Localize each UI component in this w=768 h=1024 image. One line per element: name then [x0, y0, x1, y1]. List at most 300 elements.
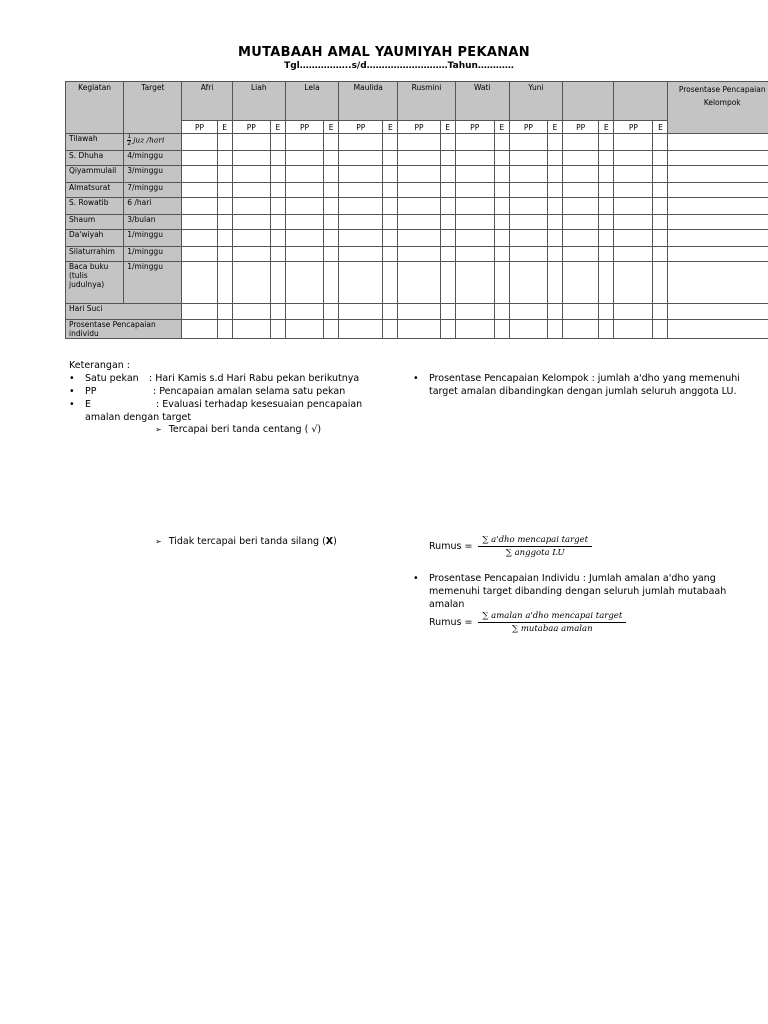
header-kegiatan: Kegiatan	[66, 82, 124, 134]
entry-cell	[398, 262, 440, 304]
entry-cell	[614, 183, 653, 198]
entry-cell	[614, 215, 653, 230]
header-target: Target	[124, 82, 182, 134]
entry-cell	[324, 183, 339, 198]
note-item	[69, 398, 389, 424]
table-row	[66, 247, 768, 262]
group-pct-cell	[668, 215, 768, 230]
header-pp: PP	[398, 121, 440, 134]
entry-cell	[440, 320, 455, 339]
entry-cell	[599, 151, 614, 166]
table-row	[66, 166, 768, 183]
entry-cell	[383, 262, 398, 304]
target-cell: 6 /hari	[124, 198, 182, 215]
entry-cell	[232, 247, 270, 262]
entry-cell	[494, 215, 509, 230]
fraction-denominator: 2	[127, 140, 132, 147]
entry-cell	[383, 151, 398, 166]
arrow-bullet-icon: ➢	[155, 537, 162, 546]
entry-cell	[217, 151, 232, 166]
header-e: E	[383, 121, 398, 134]
header-member: Yuni	[509, 82, 562, 121]
entry-cell	[440, 166, 455, 183]
header-member: Wati	[455, 82, 509, 121]
bullet-icon: •	[69, 386, 75, 397]
activity-cell: Qiyammulail	[66, 166, 124, 183]
activity-cell: Da'wiyah	[66, 230, 124, 247]
entry-cell	[509, 151, 547, 166]
activity-cell: Baca buku (tulis judulnya)	[66, 262, 124, 304]
entry-cell	[614, 134, 653, 151]
entry-cell	[563, 166, 599, 183]
entry-cell	[509, 183, 547, 198]
entry-cell	[599, 320, 614, 339]
entry-cell	[548, 247, 563, 262]
footer-label: Hari Suci	[66, 304, 182, 320]
entry-cell	[270, 134, 285, 151]
entry-cell	[455, 230, 494, 247]
entry-cell	[563, 262, 599, 304]
entry-cell	[653, 215, 668, 230]
entry-cell	[285, 198, 323, 215]
header-member: Rusmini	[398, 82, 455, 121]
entry-cell	[653, 262, 668, 304]
entry-cell	[270, 304, 285, 320]
entry-cell	[217, 230, 232, 247]
entry-cell	[563, 215, 599, 230]
entry-cell	[455, 320, 494, 339]
table-row	[66, 198, 768, 215]
fraction-numerator: 1	[127, 133, 132, 140]
entry-cell	[440, 215, 455, 230]
cross-mark: X	[325, 536, 334, 547]
arrow-bullet-icon: ➢	[155, 425, 162, 434]
entry-cell	[494, 247, 509, 262]
bullet-icon: •	[69, 373, 75, 384]
note-term: PP	[85, 386, 97, 397]
mutabaah-table	[65, 81, 768, 339]
table-row	[66, 134, 768, 151]
note-tercapai-text: Tercapai beri tanda centang ( √)	[168, 424, 322, 435]
entry-cell	[270, 230, 285, 247]
group-pct-cell	[668, 166, 768, 183]
entry-cell	[182, 320, 217, 339]
formula-individual	[429, 611, 626, 634]
note-tidak-text: Tidak tercapai beri tanda silang (	[168, 536, 326, 547]
note-description: : Evaluasi terhadap kesesuaian pencapaian amalan dengan target	[85, 399, 363, 423]
entry-cell	[324, 247, 339, 262]
entry-cell	[270, 262, 285, 304]
entry-cell	[182, 262, 217, 304]
table-row	[66, 151, 768, 166]
entry-cell	[494, 183, 509, 198]
entry-cell	[383, 183, 398, 198]
entry-cell	[494, 320, 509, 339]
entry-cell	[182, 166, 217, 183]
entry-cell	[383, 230, 398, 247]
group-pct-cell	[668, 198, 768, 215]
entry-cell	[440, 183, 455, 198]
entry-cell	[398, 304, 440, 320]
entry-cell	[339, 134, 383, 151]
activity-cell: Tilawah	[66, 134, 124, 151]
header-pp: PP	[339, 121, 383, 134]
entry-cell	[339, 151, 383, 166]
header-e: E	[548, 121, 563, 134]
entry-cell	[285, 262, 323, 304]
entry-cell	[440, 304, 455, 320]
entry-cell	[324, 166, 339, 183]
entry-cell	[599, 230, 614, 247]
date-range-line: Tgl……………..s/d………………………Tahun…………	[284, 61, 514, 71]
entry-cell	[599, 262, 614, 304]
group-pct-cell	[668, 304, 768, 320]
entry-cell	[455, 183, 494, 198]
entry-cell	[182, 230, 217, 247]
entry-cell	[563, 320, 599, 339]
header-e: E	[324, 121, 339, 134]
entry-cell	[232, 320, 270, 339]
note-term: Satu pekan	[85, 373, 139, 384]
target-cell: 1/minggu	[124, 262, 182, 304]
group-pct-cell	[668, 320, 768, 339]
entry-cell	[217, 215, 232, 230]
entry-cell	[232, 166, 270, 183]
formula-numerator: ∑ amalan a'dho mencapai target	[478, 611, 626, 623]
note-tidak-end: )	[333, 536, 337, 547]
entry-cell	[285, 320, 323, 339]
header-pp: PP	[232, 121, 270, 134]
entry-cell	[548, 166, 563, 183]
entry-cell	[455, 215, 494, 230]
entry-cell	[548, 304, 563, 320]
bullet-icon: •	[413, 373, 419, 384]
entry-cell	[614, 320, 653, 339]
entry-cell	[653, 320, 668, 339]
entry-cell	[217, 166, 232, 183]
entry-cell	[324, 198, 339, 215]
formula-fraction	[478, 535, 592, 558]
entry-cell	[509, 134, 547, 151]
entry-cell	[440, 230, 455, 247]
entry-cell	[509, 230, 547, 247]
entry-cell	[383, 304, 398, 320]
entry-cell	[270, 166, 285, 183]
target-cell: 7/minggu	[124, 183, 182, 198]
entry-cell	[398, 230, 440, 247]
entry-cell	[440, 247, 455, 262]
entry-cell	[285, 230, 323, 247]
entry-cell	[182, 304, 217, 320]
entry-cell	[494, 134, 509, 151]
activity-cell: S. Dhuha	[66, 151, 124, 166]
entry-cell	[217, 247, 232, 262]
entry-cell	[653, 151, 668, 166]
header-pp: PP	[563, 121, 599, 134]
entry-cell	[383, 134, 398, 151]
entry-cell	[440, 134, 455, 151]
entry-cell	[398, 320, 440, 339]
target-text: juz /hari	[133, 135, 165, 145]
header-e: E	[217, 121, 232, 134]
table-footer-row	[66, 320, 768, 339]
entry-cell	[217, 198, 232, 215]
entry-cell	[285, 247, 323, 262]
entry-cell	[383, 320, 398, 339]
entry-cell	[339, 320, 383, 339]
entry-cell	[614, 230, 653, 247]
entry-cell	[455, 151, 494, 166]
note-group-pct-text: Prosentase Pencapaian Kelompok : jumlah a'dho yang memenuhi target amalan dibandingkan dengan jumlah seluruh anggota LU.	[429, 373, 740, 397]
entry-cell	[509, 215, 547, 230]
entry-cell	[455, 262, 494, 304]
entry-cell	[653, 304, 668, 320]
target-cell: 1/minggu	[124, 230, 182, 247]
entry-cell	[440, 262, 455, 304]
note-individual-pct-text: Prosentase Pencapaian Individu : Jumlah amalan a'dho yang memenuhi target dibanding dengan seluruh jumlah mutabaah amalan	[429, 573, 727, 610]
entry-cell	[217, 262, 232, 304]
footer-label: Prosentase Pencapaian individu	[66, 320, 182, 339]
formula-denominator: ∑ anggota LU	[505, 548, 565, 558]
entry-cell	[383, 166, 398, 183]
document-title: MUTABAAH AMAL YAUMIYAH PEKANAN	[238, 45, 530, 60]
entry-cell	[563, 183, 599, 198]
header-member: Afri	[182, 82, 232, 121]
entry-cell	[339, 183, 383, 198]
table-header-row	[66, 82, 768, 121]
header-pp: PP	[182, 121, 217, 134]
bullet-icon: •	[413, 573, 419, 584]
entry-cell	[217, 134, 232, 151]
entry-cell	[599, 247, 614, 262]
table-row	[66, 262, 768, 304]
note-tidak-tercapai	[155, 535, 337, 548]
bullet-icon: •	[69, 399, 75, 410]
header-pp: PP	[455, 121, 494, 134]
entry-cell	[455, 134, 494, 151]
entry-cell	[182, 134, 217, 151]
entry-cell	[509, 247, 547, 262]
note-term: E	[85, 399, 92, 410]
entry-cell	[324, 230, 339, 247]
entry-cell	[324, 215, 339, 230]
activity-cell: Almatsurat	[66, 183, 124, 198]
header-e: E	[270, 121, 285, 134]
entry-cell	[270, 320, 285, 339]
entry-cell	[653, 198, 668, 215]
entry-cell	[232, 134, 270, 151]
entry-cell	[182, 183, 217, 198]
entry-cell	[548, 320, 563, 339]
entry-cell	[563, 151, 599, 166]
entry-cell	[455, 198, 494, 215]
entry-cell	[614, 304, 653, 320]
entry-cell	[182, 215, 217, 230]
header-e: E	[440, 121, 455, 134]
entry-cell	[653, 183, 668, 198]
header-e: E	[653, 121, 668, 134]
entry-cell	[599, 304, 614, 320]
entry-cell	[232, 230, 270, 247]
note-tercapai	[155, 423, 321, 436]
entry-cell	[270, 215, 285, 230]
note-individual-pct	[413, 572, 753, 611]
entry-cell	[339, 247, 383, 262]
entry-cell	[339, 198, 383, 215]
entry-cell	[614, 262, 653, 304]
entry-cell	[548, 183, 563, 198]
entry-cell	[614, 247, 653, 262]
group-pct-cell	[668, 134, 768, 151]
entry-cell	[653, 166, 668, 183]
entry-cell	[398, 151, 440, 166]
entry-cell	[548, 198, 563, 215]
header-member	[563, 82, 614, 121]
entry-cell	[182, 198, 217, 215]
entry-cell	[563, 304, 599, 320]
entry-cell	[324, 151, 339, 166]
header-member: Liah	[232, 82, 285, 121]
entry-cell	[548, 230, 563, 247]
table-row	[66, 215, 768, 230]
rumus-label: Rumus =	[429, 541, 473, 552]
activity-cell: Silaturrahim	[66, 247, 124, 262]
entry-cell	[494, 166, 509, 183]
entry-cell	[599, 215, 614, 230]
header-e: E	[599, 121, 614, 134]
header-pp: PP	[614, 121, 653, 134]
entry-cell	[285, 134, 323, 151]
entry-cell	[653, 247, 668, 262]
target-cell: 4/minggu	[124, 151, 182, 166]
entry-cell	[217, 320, 232, 339]
entry-cell	[614, 198, 653, 215]
header-group-pct: Prosentase Pencapaian Kelompok	[668, 82, 768, 134]
entry-cell	[494, 198, 509, 215]
entry-cell	[270, 247, 285, 262]
entry-cell	[339, 166, 383, 183]
formula-group	[429, 535, 592, 558]
target-cell: 3/minggu	[124, 166, 182, 183]
header-pp: PP	[285, 121, 323, 134]
formula-fraction	[478, 611, 626, 634]
entry-cell	[653, 230, 668, 247]
group-pct-cell	[668, 151, 768, 166]
entry-cell	[339, 230, 383, 247]
formula-denominator: ∑ mutabaa amalan	[512, 624, 593, 634]
group-pct-cell	[668, 183, 768, 198]
entry-cell	[285, 166, 323, 183]
entry-cell	[324, 134, 339, 151]
entry-cell	[324, 320, 339, 339]
entry-cell	[285, 183, 323, 198]
entry-cell	[599, 183, 614, 198]
entry-cell	[232, 215, 270, 230]
entry-cell	[339, 304, 383, 320]
entry-cell	[455, 247, 494, 262]
entry-cell	[494, 304, 509, 320]
note-item	[69, 385, 389, 398]
formula-numerator: ∑ a'dho mencapai target	[478, 535, 592, 547]
entry-cell	[232, 198, 270, 215]
entry-cell	[455, 304, 494, 320]
entry-cell	[398, 166, 440, 183]
note-description: : Hari Kamis s.d Hari Rabu pekan berikutnya	[149, 373, 360, 384]
target-cell	[124, 134, 182, 151]
entry-cell	[548, 134, 563, 151]
entry-cell	[232, 304, 270, 320]
entry-cell	[217, 183, 232, 198]
entry-cell	[182, 247, 217, 262]
entry-cell	[509, 166, 547, 183]
rumus-label: Rumus =	[429, 617, 473, 628]
entry-cell	[270, 198, 285, 215]
entry-cell	[563, 230, 599, 247]
entry-cell	[232, 183, 270, 198]
table-row	[66, 183, 768, 198]
entry-cell	[270, 151, 285, 166]
activity-cell: S. Rowatib	[66, 198, 124, 215]
entry-cell	[398, 247, 440, 262]
note-item	[69, 372, 389, 385]
entry-cell	[398, 215, 440, 230]
entry-cell	[599, 198, 614, 215]
entry-cell	[440, 151, 455, 166]
note-group-pct	[413, 372, 743, 398]
entry-cell	[509, 320, 547, 339]
target-fraction	[127, 134, 131, 147]
entry-cell	[285, 151, 323, 166]
entry-cell	[509, 198, 547, 215]
table-footer-row	[66, 304, 768, 320]
entry-cell	[548, 151, 563, 166]
entry-cell	[324, 262, 339, 304]
entry-cell	[383, 198, 398, 215]
entry-cell	[455, 166, 494, 183]
entry-cell	[563, 247, 599, 262]
header-e: E	[494, 121, 509, 134]
entry-cell	[339, 215, 383, 230]
entry-cell	[383, 215, 398, 230]
entry-cell	[563, 198, 599, 215]
header-member: Maulida	[339, 82, 398, 121]
notes-heading: Keterangan :	[69, 360, 131, 371]
entry-cell	[285, 304, 323, 320]
entry-cell	[563, 134, 599, 151]
entry-cell	[599, 134, 614, 151]
entry-cell	[494, 151, 509, 166]
group-pct-cell	[668, 262, 768, 304]
entry-cell	[383, 247, 398, 262]
entry-cell	[398, 134, 440, 151]
header-member: Lela	[285, 82, 338, 121]
header-pp: PP	[509, 121, 547, 134]
target-cell: 3/bulan	[124, 215, 182, 230]
note-description: : Pencapaian amalan selama satu pekan	[153, 386, 346, 397]
entry-cell	[614, 166, 653, 183]
entry-cell	[285, 215, 323, 230]
header-member	[614, 82, 668, 121]
entry-cell	[398, 183, 440, 198]
entry-cell	[614, 151, 653, 166]
entry-cell	[182, 151, 217, 166]
entry-cell	[494, 230, 509, 247]
entry-cell	[339, 262, 383, 304]
entry-cell	[217, 304, 232, 320]
entry-cell	[548, 215, 563, 230]
entry-cell	[324, 304, 339, 320]
entry-cell	[398, 198, 440, 215]
